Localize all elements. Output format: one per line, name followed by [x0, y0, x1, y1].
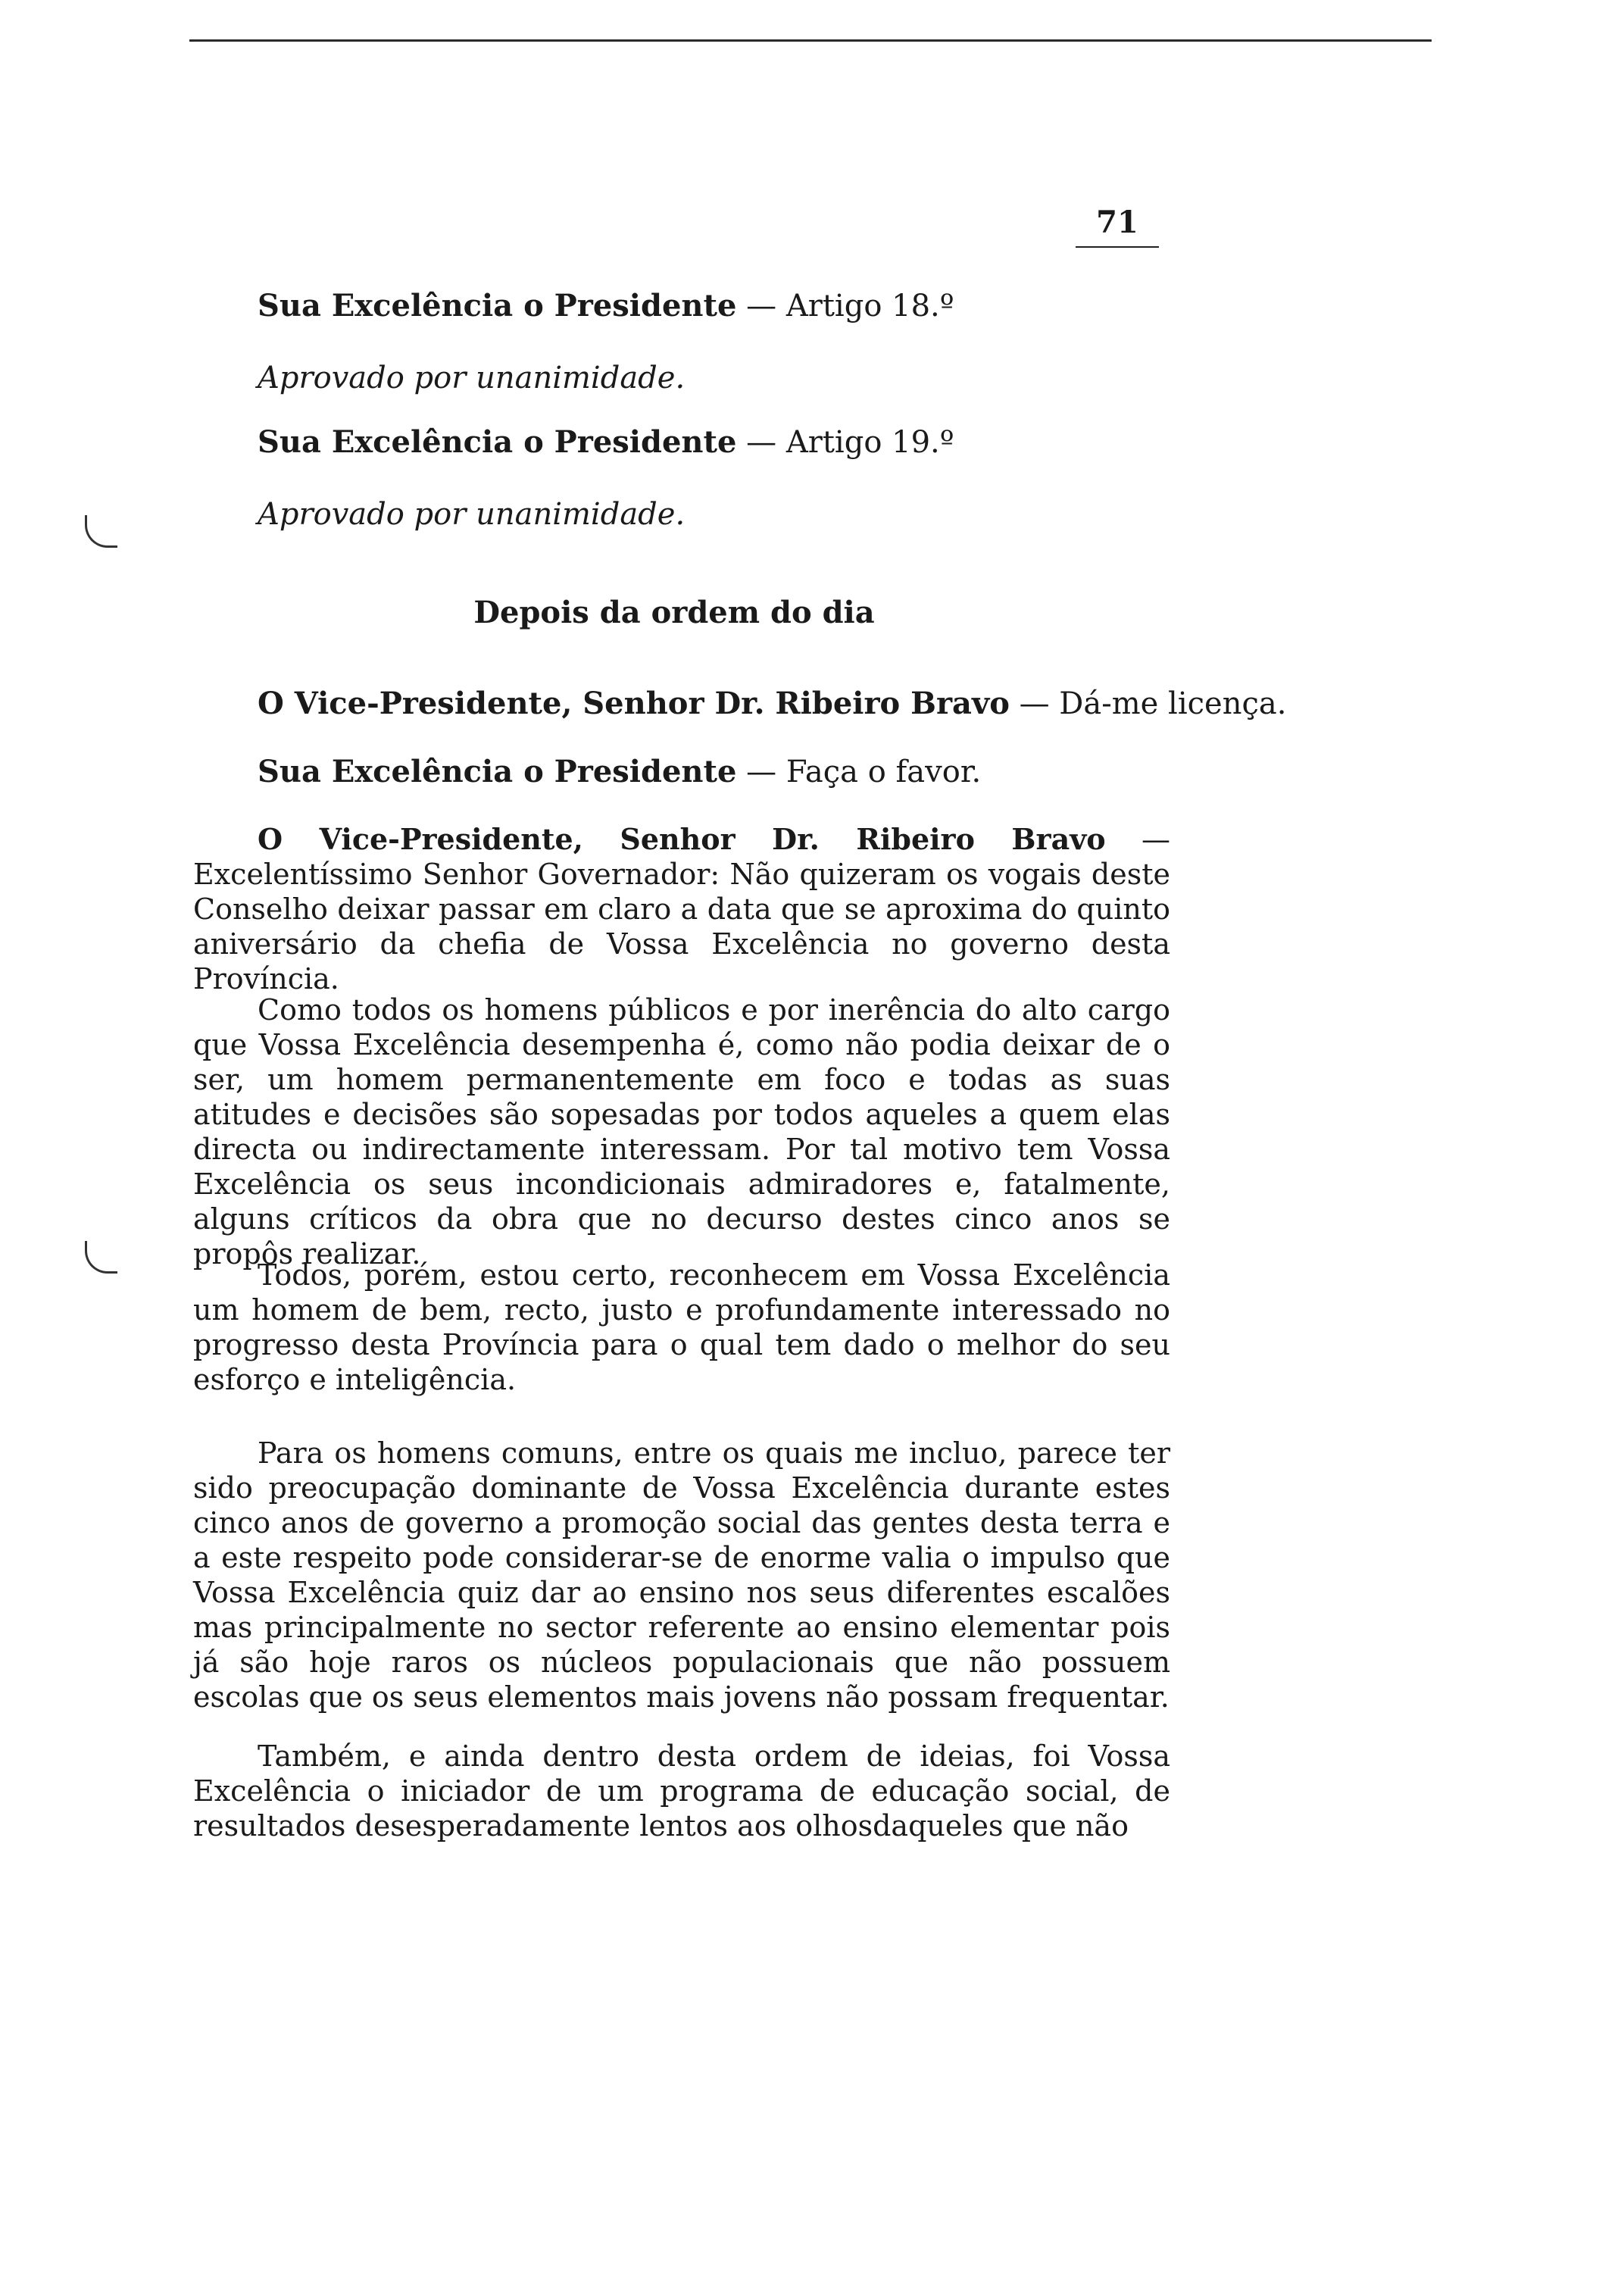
speech-opening	[193, 822, 1170, 996]
speaker-name: O Vice-Presidente, Senhor Dr. Ribeiro Bravo	[258, 822, 1106, 856]
entry-text: — Artigo 19.º	[736, 425, 954, 460]
margin-mark	[85, 1241, 117, 1274]
top-rule	[189, 39, 1432, 42]
dialogue-line	[258, 754, 1166, 790]
dialogue-line	[258, 686, 1287, 722]
entry-line	[258, 424, 1166, 461]
page-number: 71	[1076, 205, 1159, 248]
dialogue-text: — Dá-me licença.	[1009, 686, 1287, 721]
speech-paragraph: Também, e ainda dentro desta ordem de ideias, foi Vossa Excelência o iniciador de um programa de educação social, de resultados desesperadamente lentos aos olhosdaqueles que não	[193, 1739, 1170, 1842]
dialogue-text: — Faça o favor.	[736, 755, 982, 789]
speaker-name: Sua Excelência o Presidente	[258, 424, 737, 460]
vote-result: Aprovado por unanimidade.	[258, 497, 686, 532]
vote-result: Aprovado por unanimidade.	[258, 361, 686, 395]
entry-line	[258, 288, 1166, 324]
speaker-name: Sua Excelência o Presidente	[258, 288, 737, 323]
speech-paragraph: Para os homens comuns, entre os quais me incluo, parece ter sido preocupação dominante de Vossa Excelência durante estes cinco anos de governo a promoção social das gentes desta terra e a este respeito pode considerar-se de enorme valia o impulso que Vossa Excelência quiz dar ao ensino nos seus diferentes escalões mas principalmente no sector referente ao ensino elementar pois já são hoje raros os núcleos populacionais que não possuem escolas que os seus elementos mais jovens não possam frequentar.	[193, 1436, 1170, 1714]
margin-mark	[85, 515, 117, 548]
section-heading: Depois da ordem do dia	[473, 595, 875, 630]
speaker-name: O Vice-Presidente, Senhor Dr. Ribeiro Bravo	[258, 686, 1010, 721]
speech-paragraph: Como todos os homens públicos e por inerência do alto cargo que Vossa Excelência desempenha é, como não podia deixar de o ser, um homem permanentemente em foco e todas as suas atitudes e decisões são sopesadas por todos aqueles a quem elas directa ou indirectamente interessam. Por tal motivo tem Vossa Excelência os seus incondicionais admiradores e, fatalmente, alguns críticos da obra que no decurso destes cinco anos se propôs realizar.	[193, 993, 1170, 1271]
speech-paragraph: Todos, porém, estou certo, reconhecem em Vossa Excelência um homem de bem, recto, justo e profundamente interessado no progresso desta Província para o qual tem dado o melhor do seu esforço e inteligência.	[193, 1258, 1170, 1396]
speech-text: — Excelentíssimo Senhor Governador: Não quizeram os vogais deste Conselho deixar passar em claro a data que se aproxima do quinto aniversário da chefia de Vossa Excelência no governo desta Província.	[193, 823, 1170, 995]
entry-text: — Artigo 18.º	[736, 289, 954, 323]
speaker-name: Sua Excelência o Presidente	[258, 754, 737, 789]
